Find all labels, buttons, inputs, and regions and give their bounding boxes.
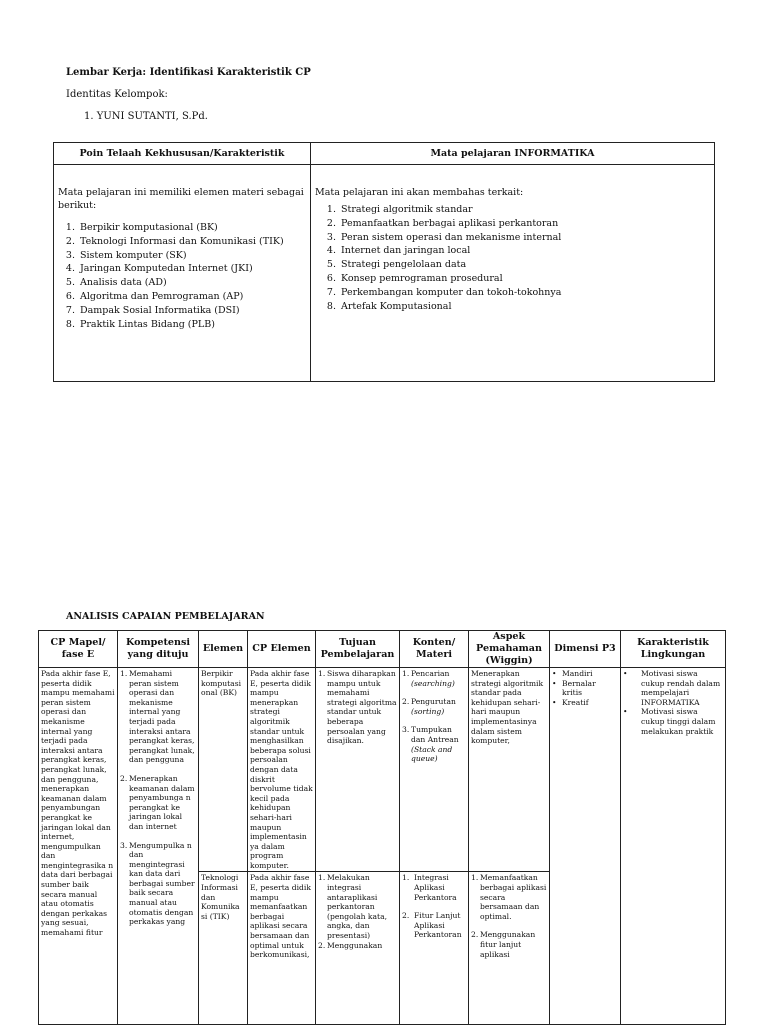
col-header-characteristics: Poin Telaah Kekhususan/Karakteristik bbox=[54, 143, 311, 165]
dimensi-item: Kreatif bbox=[562, 697, 589, 707]
topics-intro: Mata pelajaran ini akan membahas terkait: bbox=[315, 187, 524, 198]
elemen-cell: Berpikir komputasi onal (BK) bbox=[199, 668, 248, 872]
list-item: 2. Teknologi Informasi dan Komunikasi (TIK) bbox=[78, 235, 310, 249]
elements-intro: Mata pelajaran ini memiliki elemen materi sebagai berikut: bbox=[58, 187, 304, 211]
header-kompetensi: Kompetensi yang dituju bbox=[118, 631, 199, 668]
list-item: 2. Pemanfaatkan berbagai aplikasi perkantoran bbox=[339, 217, 714, 231]
list-item: 1. Strategi algoritmik standar bbox=[339, 203, 714, 217]
col-header-subject: Mata pelajaran INFORMATIKA bbox=[311, 143, 715, 165]
list-item: 3. Sistem komputer (SK) bbox=[78, 249, 310, 263]
list-item: 4. Internet dan jaringan local bbox=[339, 244, 714, 258]
aspek-cell: Menerapkan strategi algoritmik standar pada kehidupan sehari-hari maupun implementasinya dalam sistem komputer, bbox=[469, 668, 550, 872]
kompetensi-item: Memahami peran sistem operasi dan mekanisme internal yang terjadi pada interaksi antara perangkat keras, perangkat lunak, dan pengguna bbox=[129, 669, 195, 765]
learning-outcome-table bbox=[38, 630, 726, 1025]
list-item: 7. Perkembangan komputer dan tokoh-tokohnya bbox=[339, 286, 714, 300]
list-item: 6. Algoritma dan Pemrograman (AP) bbox=[78, 290, 310, 304]
list-item: 1. Berpikir komputasional (BK) bbox=[78, 221, 310, 235]
karakteristik-item: Motivasi siswa cukup rendah dalam mempelajari INFORMATIKA bbox=[641, 669, 721, 707]
header-konten: Konten/ Materi bbox=[400, 631, 469, 668]
elements-list bbox=[54, 221, 310, 331]
konten-cell: 1. Pencarian (searching) 2. Pengurutan (sorting) 3. Tumpukan dan Antrean (Stack and queue) bbox=[400, 668, 469, 872]
dimensi-item: Mandiri bbox=[562, 669, 593, 678]
aspek-cell: 1. Memanfaatkan berbagai aplikasi secara bersamaan dan optimal. 2. Menggunakan fitur lanjut aplikasi bbox=[469, 872, 550, 1025]
header-elemen: Elemen bbox=[199, 631, 248, 668]
list-item: 6. Konsep pemrograman prosedural bbox=[339, 272, 714, 286]
list-item: 7. Dampak Sosial Informatika (DSI) bbox=[78, 304, 310, 318]
list-item: 5. Analisis data (AD) bbox=[78, 276, 310, 290]
kompetensi-cell: 1. Memahami peran sistem operasi dan mekanisme internal yang terjadi pada interaksi antara perangkat keras, perangkat lunak, dan pengguna 2. Menerapkan keamanan dalam penyambunga n perangkat ke jaringan lokal dan internet 3. Mengumpulka n dan mengintegrasi kan data dari berbagai sumber baik secara manual atau otomatis dengan perkakas yang bbox=[118, 668, 199, 1025]
karakteristik-item: Motivasi siswa cukup tinggi dalam melakukan praktik bbox=[641, 707, 716, 736]
section-title: ANALISIS CAPAIAN PEMBELAJARAN bbox=[66, 611, 265, 622]
header-aspek: Aspek Pemahaman (Wiggin) bbox=[469, 631, 550, 668]
worksheet-title: Lembar Kerja: Identifikasi Karakteristik CP bbox=[66, 67, 311, 78]
tujuan-cell: 1. Melakukan integrasi antaraplikasi perkantoran (pengolah kata, angka, dan presentasi) 2. Menggunakan bbox=[316, 872, 400, 1025]
tujuan-cell: 1. Siswa diharapkan mampu untuk memahami strategi algoritma standar untuk beberapa persoalan yang disajikan. bbox=[316, 668, 400, 872]
cp-elemen-cell: Pada akhir fase E, peserta didik mampu menerapkan strategi algoritmik standar untuk menghasilkan beberapa solusi persoalan dengan data diskrit bervolume tidak kecil pada kehidupan sehari-hari maupun implementasin ya dalam program komputer. bbox=[248, 668, 316, 872]
konten-cell: 1. Integrasi Aplikasi Perkantora 2. Fitur Lanjut Aplikasi Perkantoran bbox=[400, 872, 469, 1025]
dimensi-cell: • Mandiri • Bernalar kritis • Kreatif bbox=[550, 668, 621, 1025]
karakteristik-cell: • Motivasi siswa cukup rendah dalam mempelajari INFORMATIKA • Motivasi siswa cukup tinggi dalam melakukan praktik bbox=[621, 668, 726, 1025]
list-item: 5. Strategi pengelolaan data bbox=[339, 258, 714, 272]
list-item: 4. Jaringan Komputedan Internet (JKI) bbox=[78, 262, 310, 276]
group-identity-label: Identitas Kelompok: bbox=[66, 89, 168, 100]
group-member: 1. YUNI SUTANTI, S.Pd. bbox=[84, 111, 208, 122]
characteristics-table bbox=[53, 142, 715, 382]
dimensi-item: Bernalar kritis bbox=[562, 678, 596, 698]
elemen-cell: Teknologi Informasi dan Komunika si (TIK) bbox=[199, 872, 248, 1025]
header-tujuan: Tujuan Pembelajaran bbox=[316, 631, 400, 668]
kompetensi-item: Menerapkan keamanan dalam penyambunga n perangkat ke jaringan lokal dan internet bbox=[129, 773, 195, 831]
cp-elemen-cell: Pada akhir fase E, peserta didik mampu memanfaatkan berbagai aplikasi secara bersamaan dan optimal untuk berkomunikasi, bbox=[248, 872, 316, 1025]
list-item: 8. Praktik Lintas Bidang (PLB) bbox=[78, 318, 310, 332]
kompetensi-item: Mengumpulka n dan mengintegrasi kan data dari berbagai sumber baik secara manual atau otomatis dengan perkakas yang bbox=[129, 840, 195, 927]
header-dimensi: Dimensi P3 bbox=[550, 631, 621, 668]
elements-cell bbox=[54, 165, 311, 382]
list-item: 8. Artefak Komputasional bbox=[339, 300, 714, 314]
topics-list bbox=[311, 203, 714, 313]
list-item: 3. Peran sistem operasi dan mekanisme internal bbox=[339, 231, 714, 245]
header-karakteristik: Karakteristik Lingkungan bbox=[621, 631, 726, 668]
header-cp-mapel: CP Mapel/ fase E bbox=[39, 631, 118, 668]
topics-cell bbox=[311, 165, 715, 382]
header-cp-elemen: CP Elemen bbox=[248, 631, 316, 668]
cp-mapel-cell: Pada akhir fase E, peserta didik mampu memahami peran sistem operasi dan mekanisme internal yang terjadi pada interaksi antara perangkat keras, perangkat lunak, dan pengguna, menerapkan keamanan dalam penyambungan perangkat ke jaringan lokal dan internet, mengumpulkan dan mengintegrasika n data dari berbagai sumber baik secara manual atau otomatis dengan perkakas yang sesuai, memahami fitur bbox=[39, 668, 118, 1025]
